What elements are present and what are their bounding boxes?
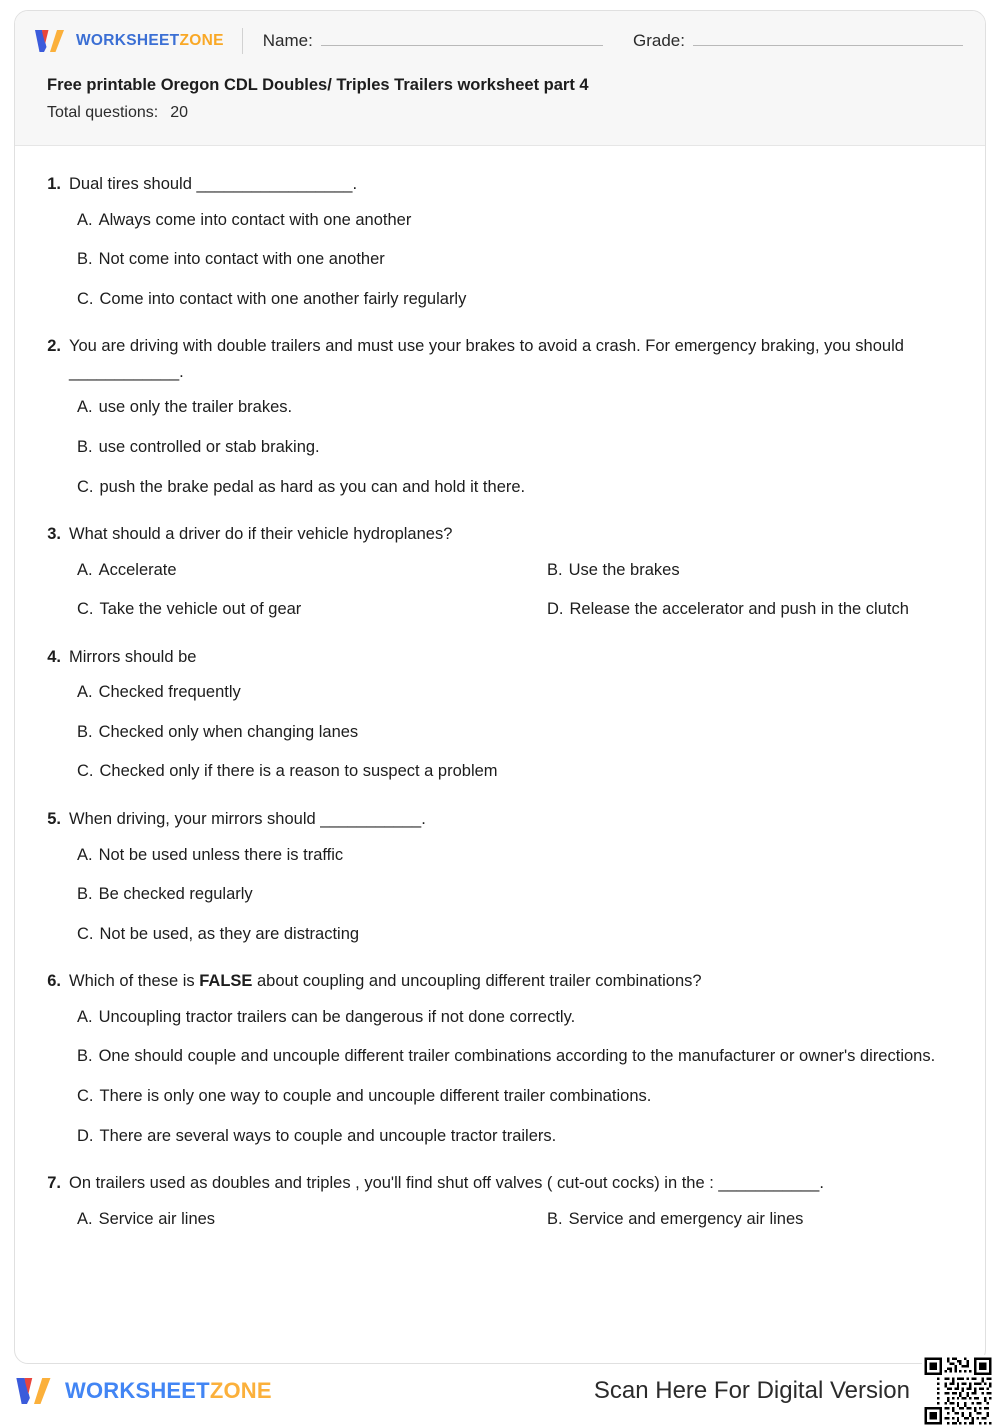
option-item[interactable] [77,435,959,461]
question-block [41,1171,959,1232]
grade-field[interactable] [633,31,963,51]
options-list [77,208,959,313]
question-number: 5. [47,810,61,828]
option-letter: C. [77,1086,94,1105]
option-item[interactable] [77,1044,959,1070]
question-head [41,1171,959,1197]
options-list [77,1207,959,1233]
option-item[interactable] [77,759,959,785]
scan-here-text: Scan Here For Digital Version [593,1377,910,1404]
question-number: 1. [47,175,61,193]
option-item[interactable] [77,843,959,869]
question-text: You are driving with double trailers and must use your brakes to avoid a crash. For emergency braking, you should ____________. [69,337,904,381]
footer-logo [14,1375,272,1407]
option-item[interactable] [77,475,959,501]
option-text: push the brake pedal as hard as you can and hold it there. [99,477,526,496]
option-letter: B. [77,722,93,741]
question-text-after: about coupling and uncoupling different trailer combinations? [252,972,702,991]
question-block [41,807,959,947]
question-text: Mirrors should be [69,647,197,666]
options-list [77,680,959,785]
option-text: Not be used, as they are distracting [99,924,360,943]
option-item[interactable] [77,720,959,746]
option-letter: A. [77,1007,93,1026]
question-text-before: Which of these is [69,972,200,991]
question-head [41,645,959,671]
header-logo-zone: ZONE [179,32,224,50]
option-item[interactable] [77,247,959,273]
worksheet-header [15,11,985,146]
option-text: use controlled or stab braking. [98,437,320,456]
page-footer [0,1368,1000,1414]
option-text: Not be used unless there is traffic [98,845,344,864]
header-title-block [15,71,985,124]
option-letter: C. [77,924,94,943]
question-block [41,172,959,312]
option-text: Checked only if there is a reason to suspect a problem [99,762,498,781]
option-item[interactable] [77,558,547,584]
option-item[interactable] [77,1124,959,1150]
option-text: Service air lines [98,1209,216,1228]
option-letter: B. [77,885,93,904]
worksheet-card [14,10,986,1364]
total-questions-line [47,102,963,124]
option-letter: B. [547,1209,563,1228]
header-logo-text [76,33,224,49]
question-text: When driving, your mirrors should ___________. [69,810,426,828]
option-letter: B. [77,250,93,269]
question-block [41,522,959,623]
option-item[interactable] [547,1207,959,1233]
footer-logo-worksheet: WORKSHEET [65,1378,210,1403]
question-head [41,807,959,833]
option-item[interactable] [547,558,959,584]
question-head [41,334,959,385]
option-letter: B. [77,1047,93,1066]
worksheet-title: Free printable Oregon CDL Doubles/ Triples Trailers worksheet part 4 [47,76,589,94]
total-questions-value: 20 [170,103,188,121]
name-field[interactable] [263,31,603,51]
header-logo [33,28,224,54]
question-text [69,969,959,995]
options-list [77,1005,959,1149]
qr-code-icon[interactable] [922,1355,994,1427]
option-letter: D. [77,1126,94,1145]
option-text: Be checked regularly [98,885,253,904]
options-list [77,395,959,500]
question-number: 6. [47,972,61,991]
total-questions-label: Total questions: [47,103,159,121]
option-item[interactable] [77,680,959,706]
option-letter: A. [77,560,93,579]
worksheetzone-w-logo-icon [14,1375,54,1407]
grade-label: Grade: [633,31,685,50]
worksheetzone-w-logo-icon [33,28,67,54]
option-item[interactable] [77,597,547,623]
option-letter: A. [77,845,93,864]
option-item[interactable] [77,208,959,234]
footer-logo-text [65,1380,272,1402]
option-text: Release the accelerator and push in the clutch [569,600,909,619]
option-text: Uncoupling tractor trailers can be dangerous if not done correctly. [98,1007,576,1026]
option-letter: D. [547,600,564,619]
option-text: Use the brakes [568,560,680,579]
option-text: One should couple and uncouple different trailer combinations according to the manufacturer or owner's directions. [98,1047,936,1066]
question-text: On trailers used as doubles and triples , you'll find shut off valves ( cut-out cocks) in the : ___________. [69,1174,824,1193]
name-input-line[interactable] [321,32,603,46]
question-head [41,969,959,995]
option-item[interactable] [547,597,959,623]
grade-input-line[interactable] [693,32,963,46]
question-block [41,645,959,785]
options-list [77,843,959,948]
option-letter: B. [77,437,93,456]
option-letter: B. [547,560,563,579]
option-item[interactable] [77,882,959,908]
option-item[interactable] [77,922,959,948]
header-top-row [15,11,985,71]
option-text: use only the trailer brakes. [98,398,293,417]
option-item[interactable] [77,1084,959,1110]
option-item[interactable] [77,1005,959,1031]
question-text: What should a driver do if their vehicle hydroplanes? [69,525,453,544]
option-text: There are several ways to couple and uncouple tractor trailers. [99,1126,557,1145]
name-label: Name: [262,31,313,50]
question-number: 4. [47,647,61,666]
question-text-emphasis: FALSE [199,972,253,991]
question-head [41,522,959,548]
option-letter: C. [77,289,94,308]
question-number: 3. [47,525,61,544]
option-text: Take the vehicle out of gear [99,600,302,619]
option-text: Come into contact with one another fairly regularly [99,289,467,308]
options-list [77,558,959,623]
question-block [41,334,959,500]
option-letter: C. [77,600,94,619]
question-number: 7. [47,1174,61,1193]
option-text: Checked frequently [98,683,241,702]
question-text: Dual tires should _________________. [69,175,358,193]
option-letter: A. [77,210,93,229]
option-text: Accelerate [98,560,177,579]
option-item[interactable] [77,287,959,313]
footer-logo-zone: ZONE [209,1378,272,1403]
option-text: There is only one way to couple and uncouple different trailer combinations. [99,1086,652,1105]
question-block [41,969,959,1149]
option-item[interactable] [77,395,959,421]
option-letter: C. [77,762,94,781]
header-divider [242,28,243,54]
option-letter: A. [77,1209,93,1228]
option-letter: A. [77,683,93,702]
question-head [41,172,959,198]
option-letter: A. [77,398,93,417]
questions-container [15,146,985,1242]
header-logo-worksheet: WORKSHEET [76,32,180,50]
option-text: Service and emergency air lines [568,1209,804,1228]
option-letter: C. [77,477,94,496]
option-item[interactable] [77,1207,547,1233]
option-text: Always come into contact with one another [98,210,412,229]
option-text: Checked only when changing lanes [98,722,359,741]
question-number: 2. [47,337,61,356]
option-text: Not come into contact with one another [98,250,385,269]
